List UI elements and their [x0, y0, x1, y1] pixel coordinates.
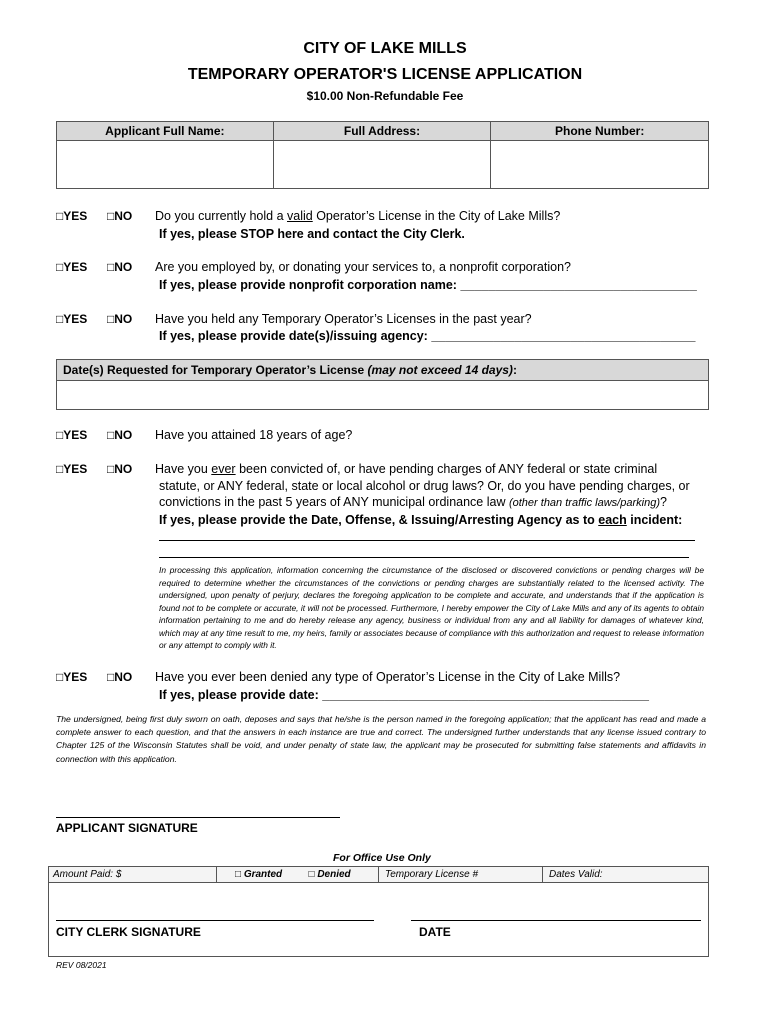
address-field[interactable]: [273, 141, 491, 189]
q1-no-checkbox[interactable]: □NO: [107, 209, 133, 223]
q1-text-end: Operator’s License in the City of Lake Mills?: [312, 209, 561, 223]
dates-requested-header: Date(s) Requested for Temporary Operator’s License (may not exceed 14 days):: [57, 360, 709, 381]
q5-yes-checkbox[interactable]: □YES: [56, 462, 88, 476]
granted-checkbox[interactable]: □ Granted: [217, 867, 295, 883]
date-label: DATE: [419, 925, 451, 939]
q4-question: Have you attained 18 years of age?: [155, 428, 353, 442]
q1-yes-checkbox[interactable]: □YES: [56, 209, 88, 223]
clerk-signature-line[interactable]: [56, 920, 374, 921]
q6-followup: If yes, please provide date: _______________________________________________: [159, 688, 649, 702]
q3-question: Have you held any Temporary Operator’s Licenses in the past year?: [155, 312, 532, 326]
applicant-name-field[interactable]: [57, 141, 274, 189]
q5-disclaimer: In processing this application, information concerning the circumstance of the disclosed or discovered convictions or pending charges will be required to determine whether the circumstances of the convictions or pending charges are substantially related to the licensed activity. The undersigned, upon penalty of perjury, declares the foregoing application to be complete and accurate, and understands that if the application is found not to be complete or accurate, it will not be processed. Furthermore, I hereby empower the City of Lake Mills and any of its agents to obtain information pertaining to me and do hereby release any agency, business or individual from any and all liability for damages of whatever kind, which may at any time result to me, my heirs, family or associates because of compliance with this authorization and request to release information or any attempt to comply with it.: [159, 565, 704, 650]
oath-statement: The undersigned, being first duly sworn on oath, deposes and says that he/she is the person named in the foregoing application; that the applicant has read and made a complete answer to each question, and that the answers in each instance are true and correct. The undersigned further understands that any license issued contrary to Chapter 125 of the Wisconsin Statutes shall be void, and under penalty of state law, the applicant may be prosecuted for submitting false statements and affidavits in connection with this application.: [56, 714, 706, 764]
dates-requested-field[interactable]: [57, 381, 709, 410]
q2-no-checkbox[interactable]: □NO: [107, 260, 133, 274]
office-use-table: [48, 866, 709, 957]
q2-yes-checkbox[interactable]: □YES: [56, 260, 88, 274]
fee-note: $10.00 Non-Refundable Fee: [306, 89, 464, 103]
q2-question: Are you employed by, or donating your services to, a nonprofit corporation?: [155, 260, 571, 274]
date-line[interactable]: [411, 920, 701, 921]
revision-note: REV 08/2021: [56, 960, 107, 970]
applicant-signature-label: APPLICANT SIGNATURE: [56, 821, 198, 835]
q5-no-checkbox[interactable]: □NO: [107, 462, 133, 476]
temporary-license-field[interactable]: Temporary License #: [379, 867, 543, 883]
q3-yes-checkbox[interactable]: □YES: [56, 312, 88, 326]
clerk-signature-label: CITY CLERK SIGNATURE: [56, 925, 201, 939]
q5-question: Have you ever been convicted of, or have pending charges of ANY federal or state criminal statute, or ANY federal, state or local alcohol or drug laws? Or, do you have pending charges, or convictions in the past 5 years of ANY municipal ordinance law (other than traffic laws/parking)? If yes, please provide the Date, Offense, & Issuing/Arresting Agency as to each incident:: [155, 462, 690, 527]
q2-followup: If yes, please provide nonprofit corporation name: __________________________________: [159, 278, 697, 292]
q1-question: [155, 208, 560, 225]
amount-paid-field[interactable]: Amount Paid: $: [49, 867, 217, 883]
q6-no-checkbox[interactable]: □NO: [107, 670, 133, 684]
dates-requested-table: [56, 359, 709, 410]
dates-valid-field[interactable]: Dates Valid:: [543, 867, 709, 883]
applicant-signature-line[interactable]: [56, 817, 340, 818]
q6-question: Have you ever been denied any type of Operator’s License in the City of Lake Mills?: [155, 670, 621, 684]
applicant-table: [56, 121, 709, 189]
applicant-name-header: Applicant Full Name:: [57, 122, 274, 141]
address-header: Full Address:: [273, 122, 491, 141]
q3-no-checkbox[interactable]: □NO: [107, 312, 133, 326]
phone-field[interactable]: [491, 141, 709, 189]
phone-header: Phone Number:: [491, 122, 709, 141]
city-title: CITY OF LAKE MILLS: [303, 40, 467, 57]
form-title: TEMPORARY OPERATOR'S LICENSE APPLICATION: [187, 66, 583, 83]
q6-yes-checkbox[interactable]: □YES: [56, 670, 88, 684]
q1-underlined: valid: [287, 209, 313, 223]
q1-followup: If yes, please STOP here and contact the City Clerk.: [159, 227, 465, 241]
denied-checkbox[interactable]: □ Denied: [295, 867, 379, 883]
q4-yes-checkbox[interactable]: □YES: [56, 428, 88, 442]
q3-followup: If yes, please provide date(s)/issuing agency: ______________________________________: [159, 329, 696, 343]
q5-answer-line-1[interactable]: [159, 540, 695, 541]
q1-text: Do you currently hold a: [155, 209, 288, 223]
q4-no-checkbox[interactable]: □NO: [107, 428, 133, 442]
q5-answer-line-2[interactable]: [159, 557, 689, 558]
office-use-heading: For Office Use Only: [333, 852, 431, 864]
